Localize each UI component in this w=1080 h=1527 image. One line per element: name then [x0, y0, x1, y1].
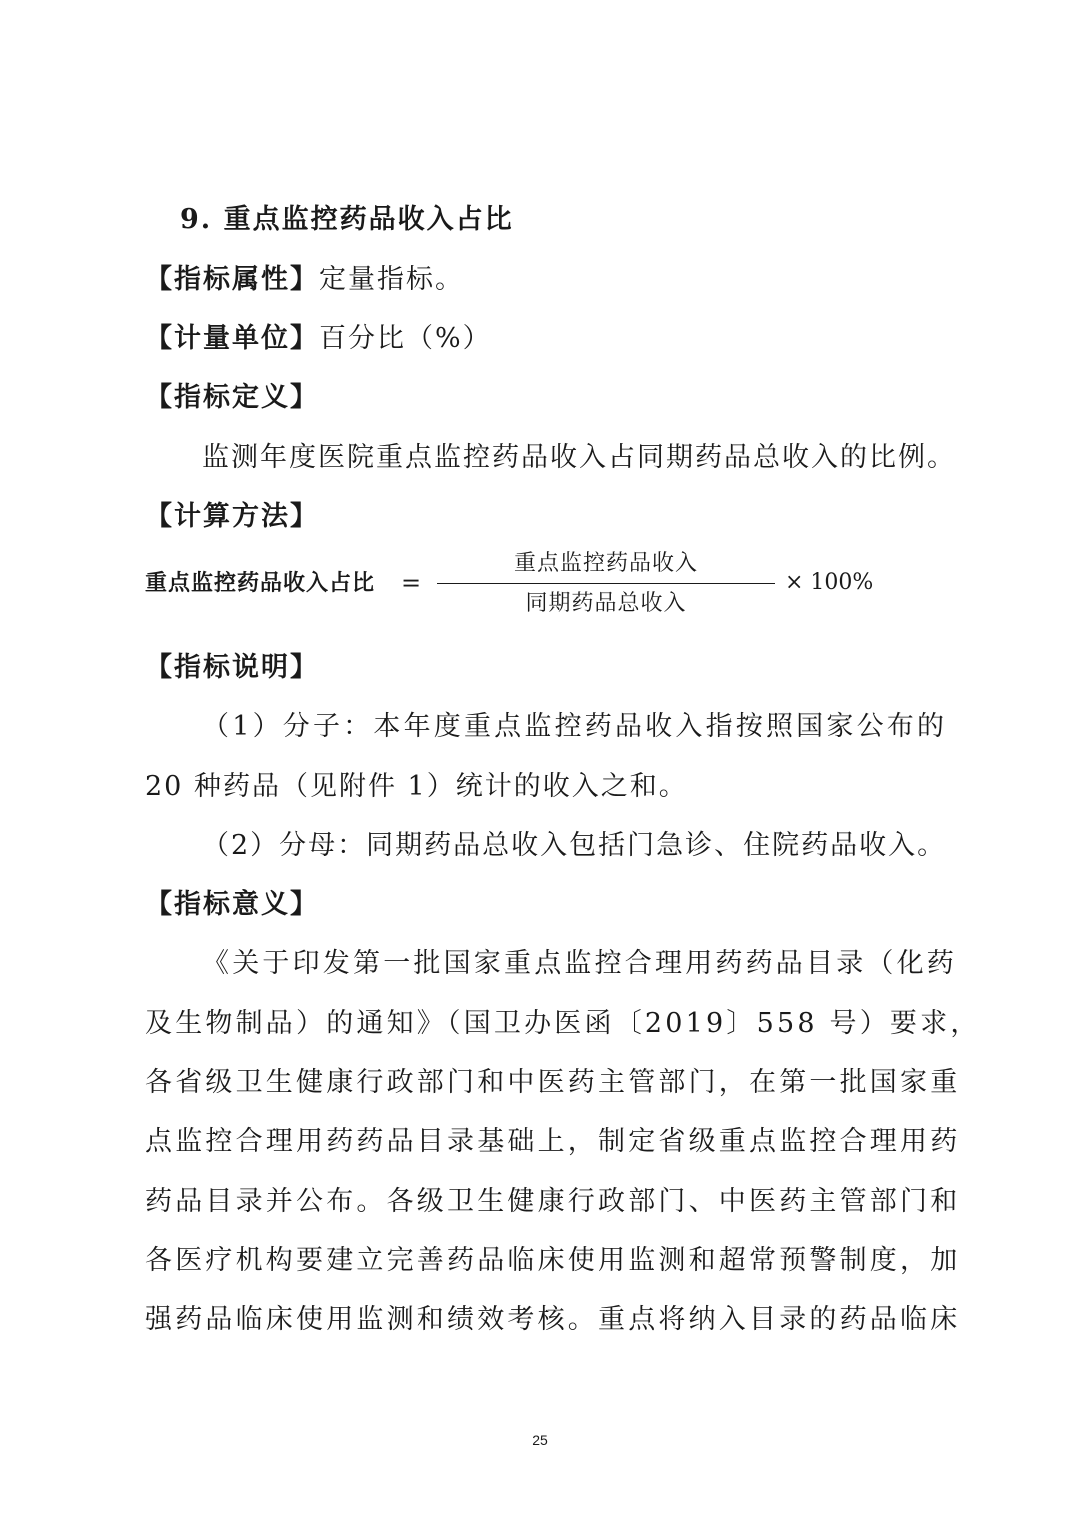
section-title: 9. 重点监控药品收入占比 — [180, 204, 514, 235]
explanation-item1-line1: （1）分子：本年度重点监控药品收入指按照国家公布的 — [202, 711, 948, 742]
formula-denominator: 同期药品总收入 — [525, 591, 687, 616]
significance-line: 各省级卫生健康行政部门和中医药主管部门，在第一批国家重 — [145, 1067, 961, 1098]
definition-label: 【指标定义】 — [145, 382, 319, 413]
significance-label: 【指标意义】 — [145, 889, 319, 920]
significance-line: 《关于印发第一批国家重点监控合理用药药品目录（化药 — [202, 948, 957, 979]
formula-multiplier: × 100% — [785, 570, 874, 595]
significance-line: 药品目录并公布。各级卫生健康行政部门、中医药主管部门和 — [145, 1186, 961, 1217]
formula-equals: = — [401, 569, 422, 597]
formula-lhs: 重点监控药品收入占比 — [145, 570, 376, 596]
formula-fraction — [431, 548, 781, 620]
significance-line: 点监控合理用药药品目录基础上，制定省级重点监控合理用药 — [145, 1126, 961, 1157]
explanation-label: 【指标说明】 — [145, 652, 319, 683]
attribute-row — [145, 262, 935, 298]
fraction-bar — [437, 583, 775, 584]
explanation-item1-line2: 20 种药品（见附件 1）统计的收入之和。 — [145, 771, 688, 802]
attribute-value: 定量指标。 — [319, 264, 464, 295]
explanation-item2: （2）分母：同期药品总收入包括门急诊、住院药品收入。 — [202, 830, 947, 861]
formula-numerator: 重点监控药品收入 — [513, 551, 698, 576]
significance-line: 及生物制品）的通知》（国卫办医函〔2019〕558 号）要求， — [145, 1008, 981, 1039]
method-label: 【计算方法】 — [145, 501, 319, 532]
page-number: 25 — [532, 1432, 548, 1448]
unit-row — [145, 321, 935, 357]
definition-text: 监测年度医院重点监控药品收入占同期药品总收入的比例。 — [202, 442, 956, 473]
unit-label: 【计量单位】 — [145, 323, 319, 354]
calculation-formula — [145, 548, 874, 628]
attribute-label: 【指标属性】 — [145, 264, 319, 295]
significance-line: 强药品临床使用监测和绩效考核。重点将纳入目录的药品临床 — [145, 1304, 961, 1335]
unit-value: 百分比（%） — [319, 323, 492, 354]
significance-line: 各医疗机构要建立完善药品临床使用监测和超常预警制度，加 — [145, 1245, 961, 1276]
